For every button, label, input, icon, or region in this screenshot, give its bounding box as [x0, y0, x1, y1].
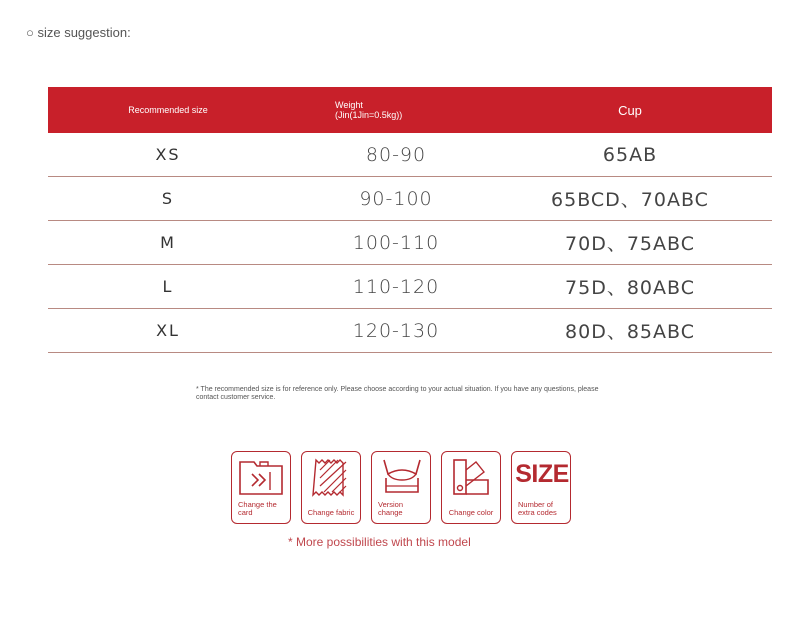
row-cup: 65BCD、70ABC [551, 189, 709, 211]
more-possibilities-text: * More possibilities with this model [288, 535, 471, 549]
card-label: Number of extra codes [518, 500, 557, 517]
table-row [48, 177, 772, 221]
header-weight-title: Weight [335, 100, 363, 110]
row-size: L [162, 277, 174, 296]
table-row [48, 309, 772, 353]
row-weight: 80-90 [365, 143, 427, 166]
section-heading: ○ size suggestion: [26, 25, 131, 40]
card-version-change [371, 451, 431, 524]
row-weight: 110-120 [352, 275, 440, 298]
row-size: S [161, 189, 175, 208]
header-weight [288, 100, 488, 120]
size-table [48, 87, 772, 353]
table-row [48, 265, 772, 309]
row-size: XL [156, 321, 180, 340]
size-icon: SIZE [515, 460, 569, 488]
row-weight: 100-110 [352, 231, 440, 254]
row-cup: 65AB [602, 143, 658, 166]
card-label: Change fabric [307, 508, 355, 517]
card-label: Version change [378, 500, 404, 517]
card-label: Change color [448, 508, 494, 517]
table-row [48, 133, 772, 177]
row-size: XS [155, 145, 181, 164]
card-label: Change the card [238, 500, 277, 517]
row-weight: 120-130 [352, 319, 440, 342]
table-header [48, 87, 772, 133]
customization-cards [231, 451, 571, 524]
folder-arrow-icon [238, 456, 286, 498]
row-weight: 90-100 [359, 187, 433, 210]
card-change-card [231, 451, 291, 524]
row-cup: 75D、80ABC [565, 277, 695, 299]
row-size: M [160, 233, 176, 252]
row-cup: 80D、85ABC [565, 321, 695, 343]
fabric-icon [308, 456, 356, 498]
header-size: Recommended size [128, 105, 208, 115]
card-change-fabric [301, 451, 361, 524]
disclaimer-note: * The recommended size is for reference only. Please choose according to your actual situation. If you have any questions, please contact customer service. [196, 386, 599, 401]
header-weight-unit: (Jin(1Jin=0.5kg)) [335, 110, 403, 120]
card-change-color [441, 451, 501, 524]
header-cup: Cup [618, 102, 642, 118]
bra-icon [378, 456, 426, 498]
table-row [48, 221, 772, 265]
card-extra-codes [511, 451, 571, 524]
color-swatch-icon [448, 456, 496, 498]
row-cup: 70D、75ABC [565, 233, 695, 255]
